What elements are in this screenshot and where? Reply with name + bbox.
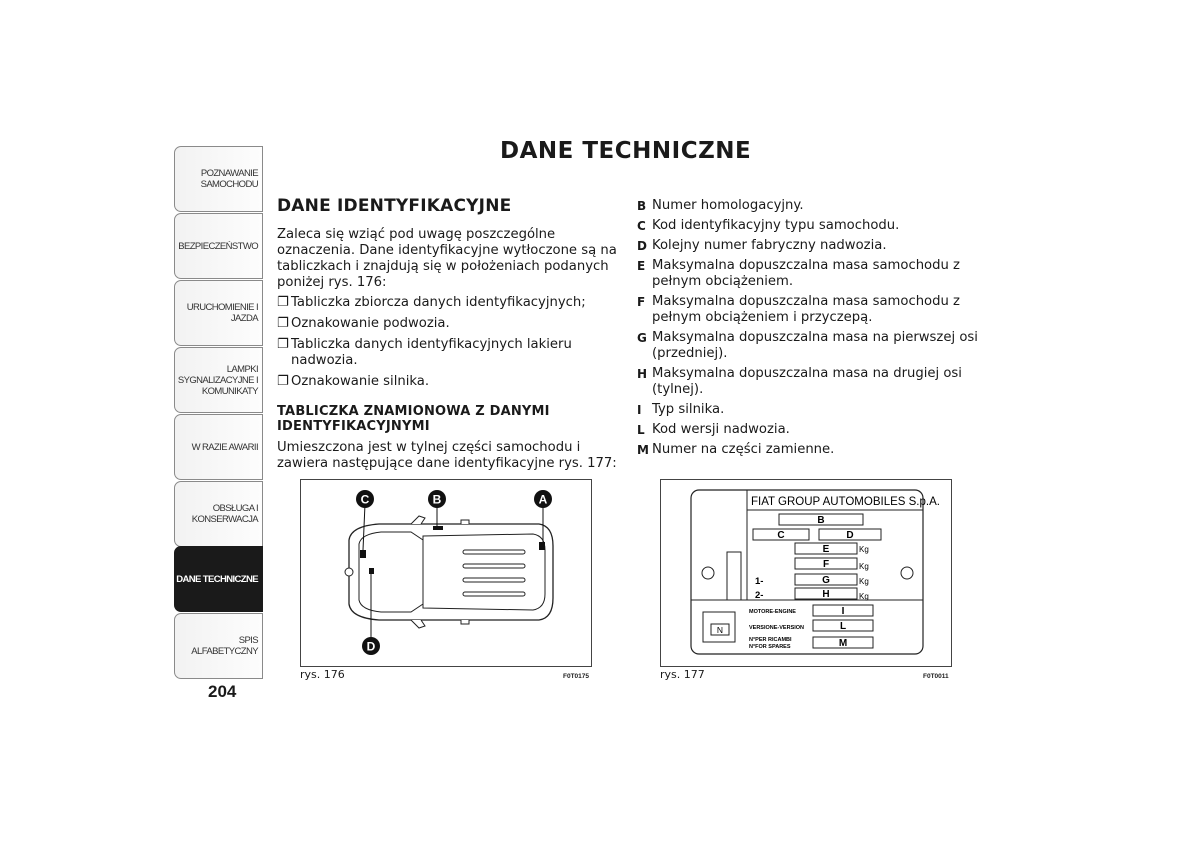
figure-176-code: F0T0175: [563, 673, 590, 680]
figure-176-car-diagram: [300, 479, 592, 667]
tab-bezpieczenstwo[interactable]: BEZPIECZEŃSTWO: [174, 213, 263, 279]
subsection-heading: TABLICZKA ZNAMIONOWA Z DANYMI IDENTYFIKACYJNYMI: [277, 404, 550, 434]
definition-item: L Kod wersji nadwozia.: [637, 422, 790, 437]
tab-w-razie-awarii[interactable]: W RAZIE AWARII: [174, 414, 263, 480]
checkbox-bullet-icon: ❐: [277, 316, 289, 331]
figure-177-plate-diagram: [660, 479, 952, 667]
svg-text:Kg: Kg: [859, 545, 869, 554]
svg-text:FIAT GROUP AUTOMOBILES S.p.A.: FIAT GROUP AUTOMOBILES S.p.A.: [751, 496, 940, 508]
intro-paragraph: Zaleca się wziąć pod uwagę poszczególne oznaczenia. Dane identyfikacyjne wytłoczone są na tabliczkach i znajdują się w położeniach podanych poniżej rys. 176:: [277, 227, 617, 290]
list-item: ❐ Oznakowanie podwozia.: [277, 316, 450, 331]
figure-177-code: F0T0011: [923, 673, 949, 680]
list-item: ❐ Tabliczka danych identyfikacyjnych lakieru nadwozia.: [277, 337, 572, 368]
svg-text:N°FOR SPARES: N°FOR SPARES: [749, 644, 791, 650]
plate-paragraph: Umieszczona jest w tylnej części samochodu i zawiera następujące dane identyfikacyjne rys. 177:: [277, 440, 617, 471]
definition-item: G Maksymalna dopuszczalna masa na pierwszej osi (przedniej).: [637, 330, 978, 361]
svg-text:Kg: Kg: [859, 577, 869, 586]
section-heading: DANE IDENTYFIKACYJNE: [277, 196, 512, 216]
svg-text:B: B: [432, 492, 442, 507]
marker-c-location: [360, 550, 366, 558]
marker-d-icon: [362, 637, 380, 655]
tab-uruchomienie-i-jazda[interactable]: URUCHOMIENIE I JAZDA: [174, 280, 263, 346]
svg-text:E: E: [822, 544, 830, 555]
svg-text:F: F: [822, 559, 830, 570]
svg-text:C: C: [777, 530, 785, 541]
svg-text:L: L: [839, 621, 847, 632]
plate-rivet-right-icon: [901, 567, 913, 579]
definition-item: F Maksymalna dopuszczalna masa samochodu z pełnym obciążeniem i przyczepą.: [637, 294, 960, 325]
page-title: DANE TECHNICZNE: [500, 138, 752, 164]
definition-item: I Typ silnika.: [637, 402, 725, 417]
svg-text:Kg: Kg: [859, 562, 869, 571]
figure-176-caption: rys. 176: [300, 668, 345, 681]
svg-text:M: M: [838, 638, 848, 649]
checkbox-bullet-icon: ❐: [277, 374, 289, 389]
page-number: 204: [208, 682, 237, 701]
svg-text:I: I: [841, 606, 845, 617]
definition-item: E Maksymalna dopuszczalna masa samochodu z pełnym obciążeniem.: [637, 258, 960, 289]
tab-obsluga-i-konserwacja[interactable]: OBSŁUGA I KONSERWACJA: [174, 481, 263, 547]
marker-b-icon: [428, 490, 446, 508]
svg-text:Kg: Kg: [859, 592, 869, 601]
definition-item: D Kolejny numer fabryczny nadwozia.: [637, 238, 887, 253]
svg-text:D: D: [366, 639, 376, 654]
plate-rivet-left-icon: [702, 567, 714, 579]
svg-text:G: G: [822, 575, 830, 586]
marker-d-location: [369, 568, 374, 574]
figure-177-caption: rys. 177: [660, 668, 705, 681]
left-column: [277, 198, 622, 476]
definition-item: C Kod identyfikacyjny typu samochodu.: [637, 218, 900, 233]
definition-item: H Maksymalna dopuszczalna masa na drugiej osi (tylnej).: [637, 366, 962, 397]
tab-dane-techniczne[interactable]: DANE TECHNICZNE: [174, 546, 263, 612]
svg-text:N°PER RICAMBI: N°PER RICAMBI: [749, 637, 792, 643]
tab-spis-alfabetyczny[interactable]: SPIS ALFABETYCZNY: [174, 613, 263, 679]
svg-text:1-: 1-: [755, 576, 764, 587]
svg-text:H: H: [822, 589, 830, 600]
svg-text:MOTORE-ENGINE: MOTORE-ENGINE: [749, 609, 796, 615]
svg-text:2-: 2-: [755, 590, 764, 601]
svg-text:VERSIONE-VERSION: VERSIONE-VERSION: [749, 625, 805, 631]
list-item: ❐ Oznakowanie silnika.: [277, 374, 430, 389]
checkbox-bullet-icon: ❐: [277, 337, 289, 352]
marker-a-icon: [534, 490, 552, 508]
definition-item: M Numer na części zamienne.: [637, 442, 835, 457]
right-column: [637, 198, 982, 462]
list-item: ❐ Tabliczka zbiorcza danych identyfikacyjnych;: [277, 295, 586, 310]
checkbox-bullet-icon: ❐: [277, 295, 289, 310]
svg-text:A: A: [538, 492, 548, 507]
tab-lampki-sygnalizacyjne[interactable]: LAMPKI SYGNALIZACYJNE I KOMUNIKATY: [174, 347, 263, 413]
marker-c-icon: [356, 490, 374, 508]
marker-b-location: [433, 526, 443, 530]
svg-text:D: D: [846, 530, 854, 541]
marker-a-location: [539, 542, 545, 550]
svg-text:N: N: [716, 625, 724, 635]
tab-poznawanie-samochodu[interactable]: POZNAWANIE SAMOCHODU: [174, 146, 263, 212]
svg-text:B: B: [817, 515, 825, 526]
svg-text:C: C: [360, 492, 370, 507]
definition-item: B Numer homologacyjny.: [637, 198, 804, 213]
